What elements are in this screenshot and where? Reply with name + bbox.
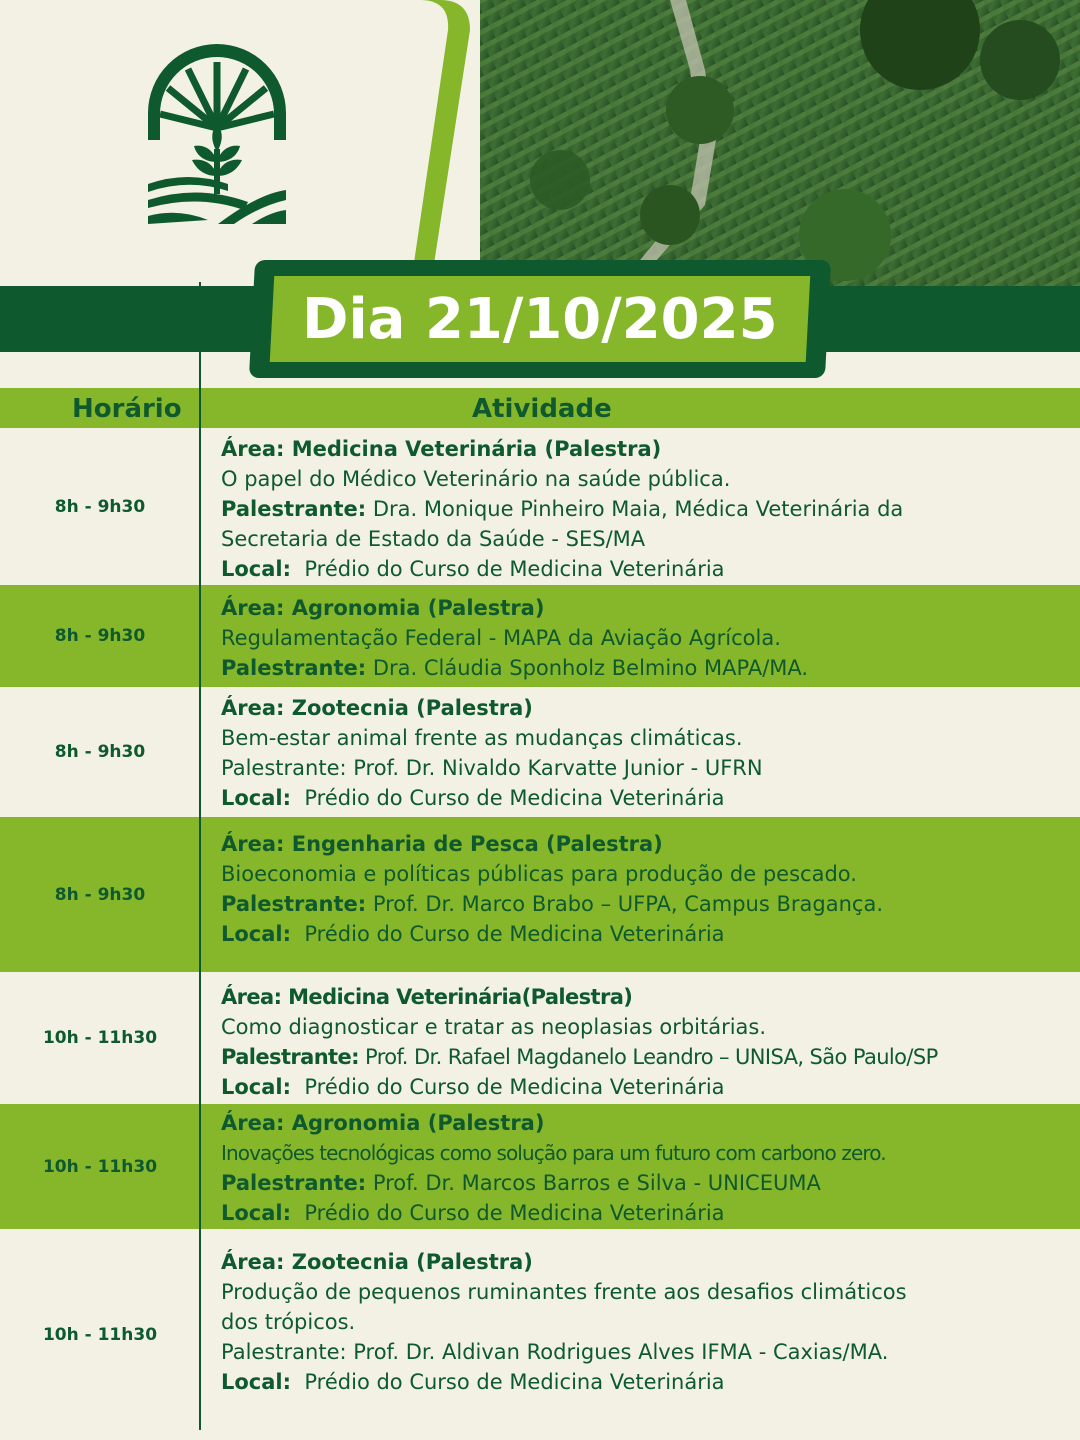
row-title: Como diagnosticar e tratar as neoplasias orbitárias. (221, 1015, 767, 1039)
table-row (0, 1229, 1080, 1440)
row-title: Inovações tecnológicas como solução para um futuro com carbono zero. (221, 1141, 886, 1165)
row-area: Área: Zootecnia (Palestra) (221, 696, 533, 720)
row-title: Bioeconomia e políticas públicas para produção de pescado. (221, 862, 857, 886)
row-activity (221, 982, 1050, 1102)
row-speaker-cont: Secretaria de Estado da Saúde - SES/MA (221, 527, 646, 551)
row-title: Regulamentação Federal - MAPA da Aviação Agrícola. (221, 626, 781, 650)
column-divider (199, 282, 201, 1430)
row-time: 8h - 9h30 (54, 496, 146, 517)
row-area: Área: Medicina Veterinária(Palestra) (221, 985, 633, 1009)
table-header-row (0, 388, 1080, 428)
header (0, 0, 1080, 390)
row-area: Área: Medicina Veterinária (Palestra) (221, 437, 662, 461)
row-title: O papel do Médico Veterinário na saúde pública. (221, 467, 731, 491)
local-label: Local: (221, 786, 292, 810)
row-activity (221, 693, 1050, 813)
row-time: 8h - 9h30 (54, 742, 146, 762)
row-speaker-line (221, 653, 1050, 683)
row-speaker: Prof. Dr. Marcos Barros e Silva - UNICEUMA (372, 1171, 821, 1195)
row-local: Prédio do Curso de Medicina Veterinária (304, 1201, 725, 1225)
row-local-line (221, 919, 1050, 949)
row-area: Área: Zootecnia (Palestra) (221, 1250, 533, 1274)
column-header-activity: Atividade (472, 394, 612, 424)
row-local: Prédio do Curso de Medicina Veterinária (304, 1370, 725, 1394)
row-speaker-line (221, 494, 1050, 524)
speaker-label: Palestrante: (221, 1171, 367, 1195)
row-local-line (221, 1072, 1050, 1102)
row-local: Prédio do Curso de Medicina Veterinária (304, 786, 725, 810)
speaker-label: Palestrante: (221, 656, 367, 680)
row-title-cont: dos trópicos. (221, 1310, 356, 1334)
row-speaker-line (221, 889, 1050, 919)
row-local: Prédio do Curso de Medicina Veterinária (304, 1075, 725, 1099)
schedule-table (0, 388, 1080, 1440)
column-header-time: Horário (72, 394, 182, 424)
table-row (0, 1104, 1080, 1229)
row-title: Bem-estar animal frente as mudanças climáticas. (221, 726, 743, 750)
speaker-label: Palestrante: (221, 892, 367, 916)
row-speaker: Prof. Dr. Marco Brabo – UFPA, Campus Bragança. (372, 892, 883, 916)
row-title: Produção de pequenos ruminantes frente aos desafios climáticos (221, 1280, 907, 1304)
sprout-sun-logo-icon (148, 44, 286, 224)
table-row (0, 817, 1080, 972)
row-time: 8h - 9h30 (54, 626, 146, 646)
local-label: Local: (221, 1075, 292, 1099)
speaker-label: Palestrante: (221, 497, 367, 521)
row-time: 10h - 11h30 (42, 1156, 158, 1177)
table-row (0, 972, 1080, 1104)
row-speaker: Prof. Dr. Rafael Magdanelo Leandro – UNISA, São Paulo/SP (365, 1045, 938, 1069)
local-label: Local: (221, 557, 292, 581)
speaker-label: Palestrante: (221, 1045, 359, 1069)
row-activity (221, 1108, 1050, 1228)
row-speaker-line (221, 1168, 1050, 1198)
row-speaker: Dra. Cláudia Sponholz Belmino MAPA/MA. (372, 656, 809, 680)
row-activity (221, 593, 1050, 683)
row-area: Área: Agronomia (Palestra) (221, 596, 545, 620)
row-local-line (221, 1198, 1050, 1228)
local-label: Local: (221, 1201, 292, 1225)
date-banner (249, 260, 831, 378)
row-activity (221, 1247, 1050, 1397)
row-local: Prédio do Curso de Medicina Veterinária (304, 557, 725, 581)
row-speaker: Dra. Monique Pinheiro Maia, Médica Veterinária da (372, 497, 904, 521)
row-local-line (221, 1367, 1050, 1397)
row-speaker-line (221, 1042, 1050, 1072)
row-activity (221, 829, 1050, 949)
row-time: 8h - 9h30 (54, 884, 146, 905)
table-row (0, 687, 1080, 817)
table-row (0, 585, 1080, 687)
local-label: Local: (221, 1370, 292, 1394)
row-local-line (221, 783, 1050, 813)
row-time: 10h - 11h30 (42, 1028, 158, 1048)
table-row (0, 428, 1080, 585)
row-local-line (221, 554, 1050, 584)
row-area: Área: Agronomia (Palestra) (221, 1111, 545, 1135)
local-label: Local: (221, 922, 292, 946)
date-banner-inner (270, 276, 811, 362)
row-time: 10h - 11h30 (42, 1324, 158, 1345)
row-area: Área: Engenharia de Pesca (Palestra) (221, 832, 663, 856)
date-title: Dia 21/10/2025 (302, 286, 778, 352)
row-speaker-line: Palestrante: Prof. Dr. Nivaldo Karvatte Junior - UFRN (221, 756, 763, 780)
row-local: Prédio do Curso de Medicina Veterinária (304, 922, 725, 946)
row-activity (221, 434, 1050, 584)
row-speaker-line: Palestrante: Prof. Dr. Aldivan Rodrigues Alves IFMA - Caxias/MA. (221, 1340, 889, 1364)
